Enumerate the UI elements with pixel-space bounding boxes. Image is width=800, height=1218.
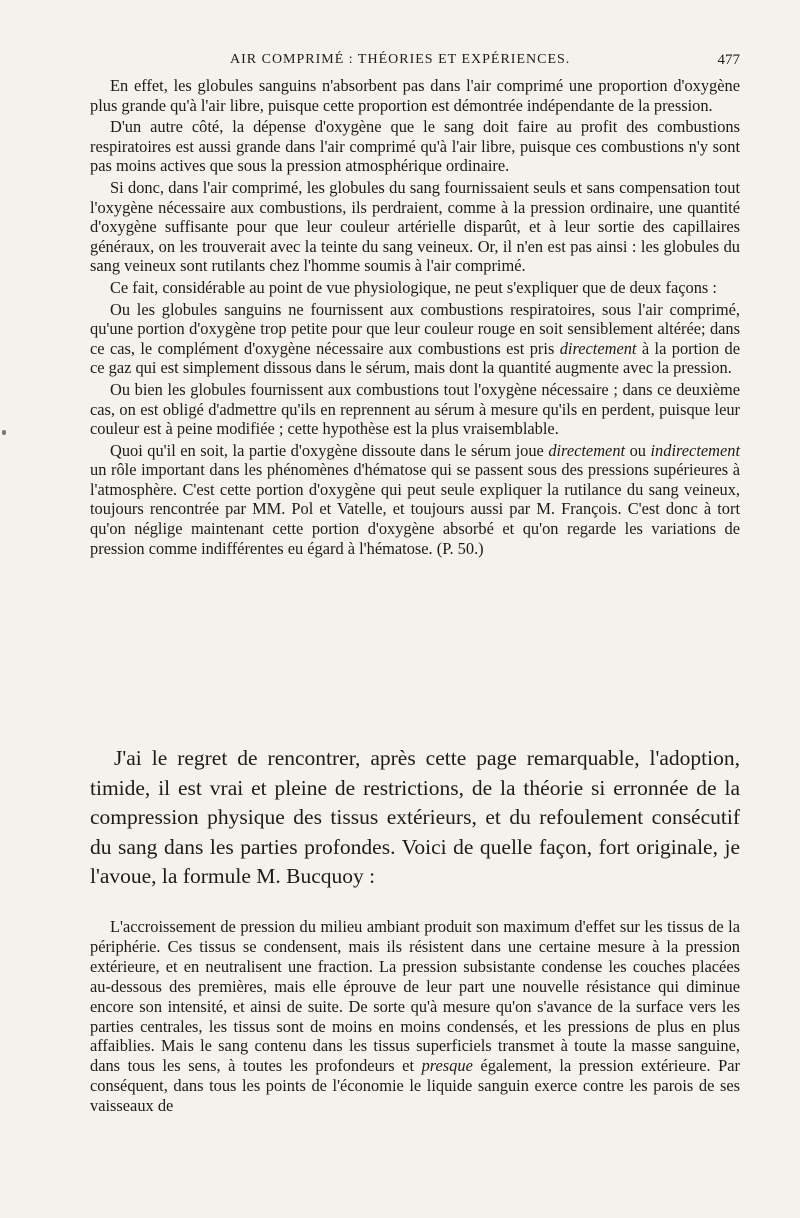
text-run: Ou les globules sanguins ne fournissent aux combustions respiratoires, sous l'air comprimé, qu'une portion d'oxygène trop petite pour que leur couleur rouge en soit sensiblement altérée; dans ce cas, le complément d'oxygène nécessaire aux combustions est pris xyxy=(90,299,740,358)
paragraph xyxy=(90,300,740,378)
running-title: AIR COMPRIMÉ : THÉORIES ET EXPÉRIENCES. xyxy=(230,52,571,67)
paragraph xyxy=(90,917,740,1116)
italic-text: directement xyxy=(548,440,626,460)
page-number: 477 xyxy=(717,52,740,68)
text-run: ou xyxy=(625,440,651,460)
paragraph: En effet, les globules sanguins n'absorbent pas dans l'air comprimé une proportion d'oxygène plus grande qu'à l'air libre, puisque cette proportion est démontrée indépendante de la pression. xyxy=(90,76,740,115)
paragraph: J'ai le regret de rencontrer, après cette page remarquable, l'adoption, timide, il est vrai et pleine de restrictions, de la théorie si erronnée de la compression physique des tissus extérieurs, et du refoulement consécutif du sang dans les parties profondes. Voici de quelle façon, fort originale, je l'avoue, la formule M. Bucquoy : xyxy=(90,746,740,888)
ink-speck xyxy=(2,430,6,435)
paragraph xyxy=(90,441,740,559)
running-head xyxy=(90,52,740,72)
text-run: Quoi qu'il en soit, la partie d'oxygène dissoute dans le sérum joue xyxy=(110,440,549,460)
paragraph: Si donc, dans l'air comprimé, les globules du sang fournissaient seuls et sans compensation tout l'oxygène nécessaire aux combustions, ils perdraient, comme à la pression ordinaire, une quantité d'oxygène suffisante pour que leur couleur artérielle disparût, et à leur sortie des capillaires généraux, on les trouverait avec la teinte du sang veineux. Or, il n'en est pas ainsi : les globules du sang veineux sont rutilants chez l'homme soumis à l'air comprimé. xyxy=(90,177,740,276)
text-run: également, la pression extérieure. Par conséquent, dans tous les points de l'économie le liquide sanguin exerce contre les parois de ses vaisseaux de xyxy=(90,1056,740,1116)
main-text xyxy=(90,744,740,892)
italic-text: presque xyxy=(421,1056,473,1076)
paragraph: D'un autre côté, la dépense d'oxygène que le sang doit faire au profit des combustions respiratoires est aussi grande dans l'air comprimé qu'à l'air libre, puisque ces combustions n'y sont pas moins actives que sous la pression atmosphérique ordinaire. xyxy=(90,117,740,176)
paragraph: Ce fait, considérable au point de vue physiologique, ne peut s'expliquer que de deux façons : xyxy=(110,277,717,297)
italic-text: directement xyxy=(559,338,637,358)
quoted-passage-2 xyxy=(90,917,740,1116)
text-run: à la portion de ce gaz qui est simplement dissous dans le sérum, mais dont la quantité augmente avec la pression. xyxy=(90,338,740,378)
italic-text: indirectement xyxy=(650,440,741,460)
text-run: L'accroissement de pression du milieu ambiant produit son maximum d'effet sur les tissus de la périphérie. Ces tissus se condensent, mais ils résistent dans une certaine mesure à la pression extérieure, et en neutralisent une fraction. La pression subsistante condense les couches placées au-dessous des premières, mais elle éprouve de leur part une nouvelle résistance qui diminue encore son intensité, et ainsi de suite. De sorte qu'à mesure qu'on s'avance de la surface vers les parties centrales, les tissus sont de moins en moins condensés, et les pressions de plus en plus affaiblies. Mais le sang contenu dans les tissus superficiels transmet à toute la masse sanguine, dans tous les sens, à toutes les profondeurs et xyxy=(90,917,740,1076)
paragraph: Ou bien les globules fournissent aux combustions tout l'oxygène nécessaire ; dans ce deuxième cas, on est obligé d'admettre qu'ils en reprennent au sérum à mesure qu'ils en perdent, puisque leur couleur est à peine modifiée ; cette hypothèse est la plus vraisemblable. xyxy=(90,379,740,439)
quoted-passage-1 xyxy=(90,76,740,558)
text-run: un rôle important dans les phénomènes d'hématose qui se passent sous des pressions supérieures à l'atmosphère. C'est cette portion d'oxygène qui peut seule expliquer la rutilance du sang veineux, toujours rencontrée par MM. Pol et Vatelle, et toujours aussi par M. François. C'est donc à tort qu'on néglige maintenant cette portion d'oxygène absorbé et qu'on regarde les variations de pression comme indifférentes eu égard à l'hématose. (P. 50.) xyxy=(90,460,740,558)
